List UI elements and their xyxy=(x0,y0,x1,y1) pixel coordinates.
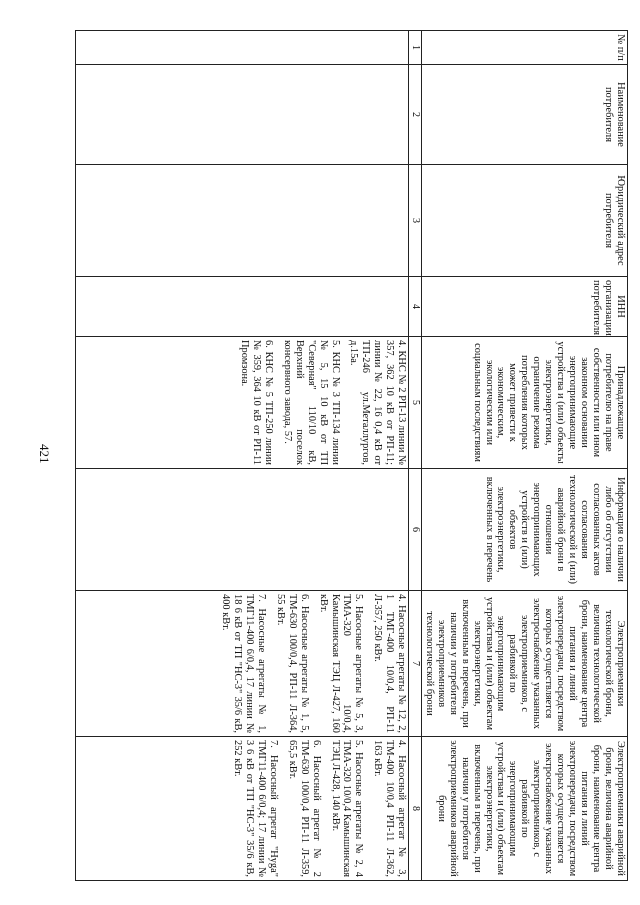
cell-address xyxy=(76,165,409,277)
object-item: 4. КНС № 2 РП-13 линии № 357, 362 10 кВ от РП-11; линии № 22, 16 0,4 кВ от ТП-246 ул.Металлургов, д.15а. xyxy=(348,340,408,465)
header-cell-6: Информация о наличии либо об отсутствии согласованных актов согласования технологической и (или) аварийной брони в отношении энергопринимающих устройств и (или) объектов электроэнергетики, включенных в перечень xyxy=(421,469,627,591)
header-cell-7: Электроприемники технологической брони, величина технологической брони, наименование центра питания и линий электропередачи, посредством которых осуществляется электроснабжение указанных электроприемников, с разбивкой по энергопринимающим устройствам и (или) объектам электроэнергетики, включенным в перечень, при наличии у потребителя электроприемников технологической брони xyxy=(421,591,627,737)
tech-reserve-item: 7. Насосные агрегаты № 1, ТМГ11-400 6/0,4, 17 линии № 18 6 кВ от ТП "НС-3" 35/6 кВ, 400 кВт. xyxy=(219,594,267,733)
column-number: 4 xyxy=(409,277,422,337)
rotated-table-container xyxy=(80,30,628,880)
tech-reserve-item: 6. Насосные агрегаты № 1, 5, ТМ-630 100/0,4, РП-11 Л-364, 55 кВт. xyxy=(274,594,310,733)
cell-number xyxy=(76,31,409,65)
column-number-row xyxy=(409,31,422,881)
emergency-reserve-item: 4. Насосный агрегат № 3, ТМ-400 10/0,4 РП-11 Л-362, 163 кВт. xyxy=(372,740,408,877)
object-item: 5. КНС № 3 ТП-134 линии № 5, 15 10 кВ от ТП "Северная" 110/10 кВ, Верхний поселок консервного завода, 57. xyxy=(281,340,341,465)
tech-reserve-item: 4. Насосные агрегаты № 12, 2, 1 ТМГ-400 10/0,4, РП-11 Л-357, 250 кВт. xyxy=(372,594,408,733)
header-cell-2: Наименование потребителя xyxy=(421,65,627,165)
header-row xyxy=(421,31,627,881)
emergency-reserve-item: 6. Насосный агрегат № 2 ТМ-630 100/0,4 РП-11 Л-359, 65,5 кВт. xyxy=(286,740,322,877)
emergency-reserve-item: 7. Насосный агрегат "Hyga" ТМГ11-400 6/0,4; 17 линии № 3 6 кВ от ТП "НС-3" 35/6 кВ, 252 кВт. xyxy=(231,740,279,877)
cell-acts-info xyxy=(76,469,409,591)
consumer-table xyxy=(75,30,628,881)
page-number: 421 xyxy=(37,444,52,464)
cell-objects xyxy=(76,337,409,469)
header-cell-1: № п/п xyxy=(421,31,627,65)
column-number: 3 xyxy=(409,165,422,277)
cell-emergency-reserve xyxy=(76,737,409,881)
cell-name xyxy=(76,65,409,165)
column-number: 5 xyxy=(409,337,422,469)
tech-reserve-item: 5. Насосные агрегаты № 5, 3, ТМА-320 10/0,4, Камышинская ТЭЦ Л-427, 160 кВт. xyxy=(317,594,365,733)
object-item: 6. КНС № 5 ТП-250 линии № 359, 364 10 кВ от РП-11 Промзона. xyxy=(238,340,274,465)
column-number: 7 xyxy=(409,591,422,737)
header-cell-3: Юридический адрес потребителя xyxy=(421,165,627,277)
cell-tech-reserve xyxy=(76,591,409,737)
emergency-reserve-item: 5. Насосные агрегаты № 2, 4 ТМА-320 10/0,4 Камышинская ТЭЦ Л-428, 140 кВт. xyxy=(329,740,365,877)
header-cell-5: Принадлежащие потребителю на праве собственности или ином законном основании энергопринимающие устройства и (или) объекты электроэнергетики, ограничение режима потребления которых может привести к экономическим, экологическим или социальным последствиям xyxy=(421,337,627,469)
header-cell-4: ИНН организации потребителя xyxy=(421,277,627,337)
column-number: 2 xyxy=(409,65,422,165)
cell-inn xyxy=(76,277,409,337)
header-cell-8: Электроприемники аварийной брони, величина аварийной брони, наименование центра питания и линий электропередачи, посредством которых осуществляется электроснабжение указанных электроприемников, с разбивкой по энергопринимающим устройствам и (или) объектам электроэнергетики, включенным в перечень, при наличии у потребителя электроприемников аварийной брони xyxy=(421,737,627,881)
column-number: 1 xyxy=(409,31,422,65)
column-number: 6 xyxy=(409,469,422,591)
table-row xyxy=(76,31,409,881)
column-number: 8 xyxy=(409,737,422,881)
